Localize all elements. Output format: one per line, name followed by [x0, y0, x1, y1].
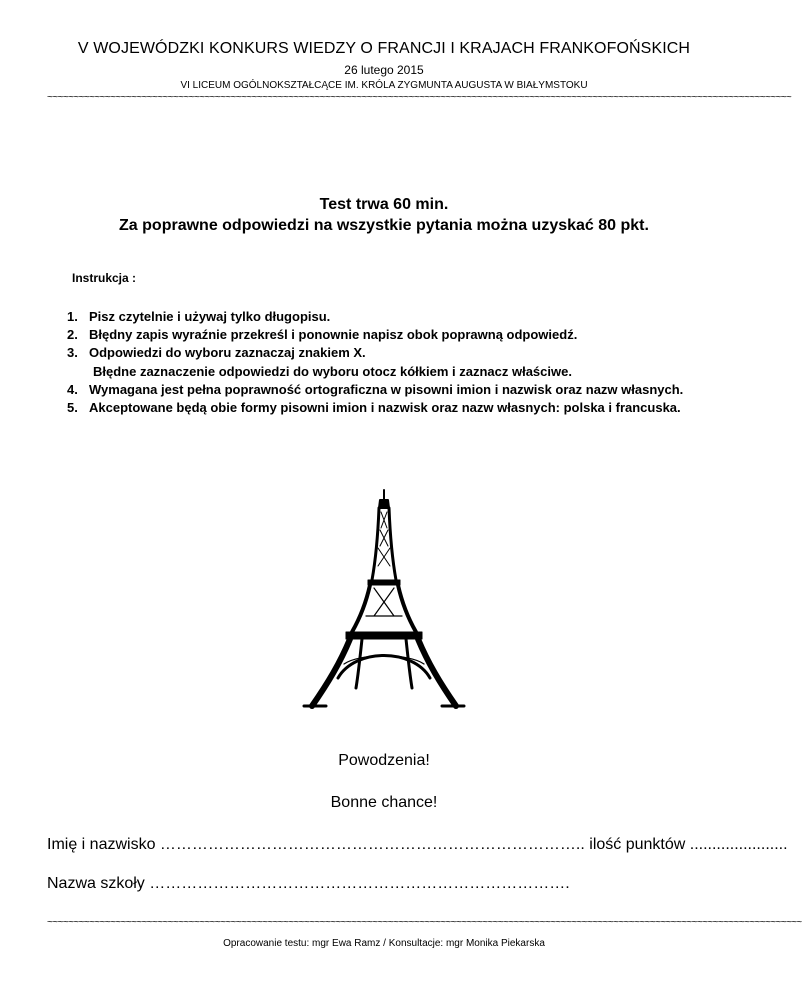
- test-duration: Test trwa 60 min.: [319, 196, 449, 213]
- list-item: 1. Pisz czytelnie i używaj tylko długopisu.: [67, 309, 331, 324]
- host-school: VI LICEUM OGÓLNOKSZTAŁCĄCE IM. KRÓLA ZYGMUNTA AUGUSTA W BIAŁYMSTOKU: [180, 80, 588, 91]
- list-item: 3. Odpowiedzi do wyboru zaznaczaj znakiem X. Błędne zaznaczenie odpowiedzi do wyboru otocz kółkiem i zaznacz właściwe.: [67, 345, 572, 379]
- name-points-field[interactable]: Imię i nazwisko …………………………………………………………………….. ilość punktów ......................: [47, 836, 788, 853]
- list-item: 2. Błędny zapis wyraźnie przekreśl i ponownie napisz obok poprawną odpowiedź.: [67, 327, 578, 343]
- contest-date: 26 lutego 2015: [344, 63, 424, 77]
- greeting-french: Bonne chance!: [330, 794, 438, 811]
- max-points: Za poprawne odpowiedzi na wszystkie pytania można uzyskać 80 pkt.: [119, 217, 649, 234]
- list-item: 5. Akceptowane będą obie formy pisowni imion i nazwisk oraz nazw własnych: polska i francuska.: [67, 400, 681, 416]
- instructions-heading: Instrukcja :: [72, 271, 137, 285]
- instructions-list: [47, 308, 747, 417]
- eiffel-tower-icon: [300, 488, 470, 710]
- school-name-field[interactable]: Nazwa szkoły …………………………………………………………………….: [47, 875, 570, 892]
- greeting-polish: Powodzenia!: [338, 752, 430, 769]
- footer-separator: ~~~~~~~~~~~~~~~~~~~~~~~~~~~~~~~~~~~~~~~~~~~~~~~~~~~~~~~~~~~~~~~~~~~~~~~~~~~~~~~~~~~~~~~~~~~~~~~~~~~~~~~~~~~~~~~~~~~~~~~~~~~~~~~~~~~~~~~~~~~~~~~~: [47, 917, 802, 928]
- list-item: 4. Wymagana jest pełna poprawność ortograficzna w pisowni imion i nazwisk oraz nazw własnych.: [67, 381, 684, 397]
- contest-title: V WOJEWÓDZKI KONKURS WIEDZY O FRANCJI I KRAJACH FRANKOFOŃSKICH: [77, 40, 691, 57]
- footer-credits: Opracowanie testu: mgr Ewa Ramz / Konsultacje: mgr Monika Piekarska: [223, 938, 545, 949]
- header-separator: ~~~~~~~~~~~~~~~~~~~~~~~~~~~~~~~~~~~~~~~~~~~~~~~~~~~~~~~~~~~~~~~~~~~~~~~~~~~~~~~~~~~~~~~~~~~~~~~~~~~~~~~~~~~~~~~~~~~~~~~~~~~~~~~~~~~~~~~~~~~~~~: [47, 92, 792, 103]
